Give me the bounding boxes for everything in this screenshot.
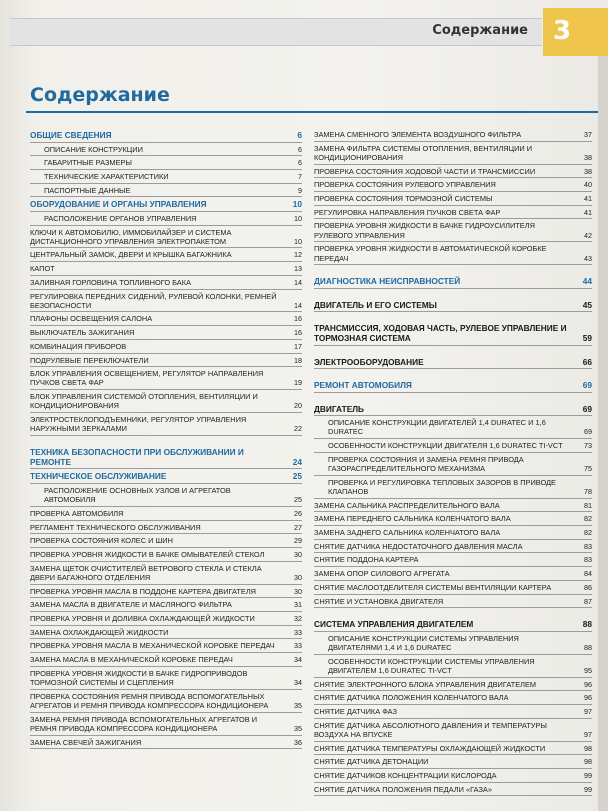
toc-entry-title: ПАСПОРТНЫЕ ДАННЫЕ bbox=[44, 185, 131, 195]
toc-entry-page: 88 bbox=[584, 642, 592, 652]
toc-entry bbox=[314, 719, 592, 742]
toc-entry bbox=[30, 484, 302, 507]
toc-entry-page: 13 bbox=[294, 264, 302, 274]
toc-entry-page: 14 bbox=[294, 300, 302, 310]
toc-entry-title: РЕГУЛИРОВКА ПЕРЕДНИХ СИДЕНИЙ, РУЛЕВОЙ КОЛОНКИ, РЕМНЕЙ БЕЗОПАСНОСТИ bbox=[30, 291, 277, 310]
toc-entry-title: СНЯТИЕ МАСЛООТДЕЛИТЕЛЯ СИСТЕМЫ ВЕНТИЛЯЦИИ КАРТЕРА bbox=[314, 582, 552, 592]
toc-entry-title: ПРОВЕРКА СОСТОЯНИЯ ТОРМОЗНОЙ СИСТЕМЫ bbox=[314, 194, 493, 204]
toc-entry-page: 82 bbox=[584, 514, 592, 524]
toc-entry-title: ЭЛЕКТРООБОРУДОВАНИЕ bbox=[314, 356, 424, 367]
page-number-box bbox=[543, 8, 608, 56]
toc-entry-title: ОСОБЕННОСТИ КОНСТРУКЦИИ СИСТЕМЫ УПРАВЛЕНИЯ ДВИГАТЕЛЕМ 1,6 DURATEC TI-VCT bbox=[328, 656, 535, 675]
toc-entry-title: ВЫКЛЮЧАТЕЛЬ ЗАЖИГАНИЯ bbox=[30, 328, 135, 338]
toc-entry bbox=[314, 512, 592, 526]
toc-entry bbox=[314, 755, 592, 769]
toc-entry-page: 33 bbox=[294, 641, 302, 651]
toc-entry bbox=[314, 526, 592, 540]
toc-entry-page: 73 bbox=[584, 441, 592, 451]
toc-section bbox=[30, 128, 302, 143]
page-edge-strip bbox=[598, 56, 608, 811]
toc-entry-page: 98 bbox=[584, 757, 592, 767]
toc-entry-title: СНЯТИЕ ДАТЧИКА ПОЛОЖЕНИЯ ПЕДАЛИ «ГАЗА» bbox=[314, 784, 492, 794]
toc-entry-title: ЗАМЕНА ПЕРЕДНЕГО САЛЬНИКА КОЛЕНЧАТОГО ВАЛА bbox=[314, 514, 511, 524]
toc-entry-title: ЦЕНТРАЛЬНЫЙ ЗАМОК, ДВЕРИ И КРЫШКА БАГАЖНИКА bbox=[30, 250, 232, 260]
toc-entry bbox=[314, 678, 592, 692]
toc-entry-page: 34 bbox=[294, 655, 302, 665]
toc-entry bbox=[30, 534, 302, 548]
toc-entry bbox=[314, 499, 592, 513]
toc-entry-title: ОСОБЕННОСТИ КОНСТРУКЦИИ ДВИГАТЕЛЯ 1,6 DURATEC TI-VCT bbox=[328, 441, 563, 451]
toc-entry-title: ТРАНСМИССИЯ, ХОДОВАЯ ЧАСТЬ, РУЛЕВОЕ УПРАВЛЕНИЕ И ТОРМОЗНАЯ СИСТЕМА bbox=[314, 323, 567, 344]
toc-entry-page: 35 bbox=[294, 700, 302, 710]
toc-entry bbox=[314, 178, 592, 192]
toc-entry-title: СНЯТИЕ ДАТЧИКОВ КОНЦЕНТРАЦИИ КИСЛОРОДА bbox=[314, 771, 497, 781]
toc-entry bbox=[30, 690, 302, 713]
toc-entry-title: РАСПОЛОЖЕНИЕ ОСНОВНЫХ УЗЛОВ И АГРЕГАТОВ АВТОМОБИЛЯ bbox=[44, 485, 231, 505]
toc-entry-title: ОБОРУДОВАНИЕ И ОРГАНЫ УПРАВЛЕНИЯ bbox=[30, 199, 207, 210]
toc-entry-page: 33 bbox=[294, 627, 302, 637]
toc-entry-title: ПРОВЕРКА СОСТОЯНИЯ КОЛЕС И ШИН bbox=[30, 536, 173, 546]
toc-section bbox=[314, 298, 592, 313]
toc-entry-title: ДИАГНОСТИКА НЕИСПРАВНОСТЕЙ bbox=[314, 276, 461, 287]
toc-entry bbox=[30, 562, 302, 585]
toc-entry-page: 6 bbox=[298, 144, 302, 154]
page-number: 3 bbox=[553, 16, 572, 46]
toc-entry-title: ПРОВЕРКА И РЕГУЛИРОВКА ТЕПЛОВЫХ ЗАЗОРОВ В ПРИВОДЕ КЛАПАНОВ bbox=[328, 477, 556, 496]
toc-entry-title: СНЯТИЕ ДАТЧИКА АБСОЛЮТНОГО ДАВЛЕНИЯ И ТЕМПЕРАТУРЫ ВОЗДУХА НА ВПУСКЕ bbox=[314, 720, 547, 739]
toc-entry-page: 42 bbox=[584, 230, 592, 240]
toc-entry-title: ЗАМЕНА ОХЛАЖДАЮЩЕЙ ЖИДКОСТИ bbox=[30, 627, 169, 637]
toc-entry-title: СНЯТИЕ ДАТЧИКА ФАЗ bbox=[314, 707, 397, 716]
toc-entry-title: ЗАМЕНА СМЕННОГО ЭЛЕМЕНТА ВОЗДУШНОГО ФИЛЬТРА bbox=[314, 130, 522, 139]
toc-entry bbox=[314, 742, 592, 756]
toc-entry-page: 75 bbox=[584, 464, 592, 474]
toc-entry-title: ПРОВЕРКА СОСТОЯНИЯ РУЛЕВОГО УПРАВЛЕНИЯ bbox=[314, 180, 496, 190]
toc-entry bbox=[314, 705, 592, 719]
toc-entry-title: ЗАМЕНА МАСЛА В ДВИГАТЕЛЕ И МАСЛЯНОГО ФИЛЬТРА bbox=[30, 600, 232, 610]
toc-entry bbox=[30, 290, 302, 313]
toc-entry-title: ДВИГАТЕЛЬ bbox=[314, 403, 365, 414]
toc-entry-title: ЗАМЕНА РЕМНЯ ПРИВОДА ВСПОМОГАТЕЛЬНЫХ АГРЕГАТОВ И РЕМНЯ ПРИВОДА КОМПРЕССОРА КОНДИЦИОНЕРА bbox=[30, 714, 258, 733]
toc-entry-title: ТЕХНИЧЕСКИЕ ХАРАКТЕРИСТИКИ bbox=[44, 171, 169, 181]
toc-entry-page: 37 bbox=[584, 130, 592, 139]
toc-entry-title: ОПИСАНИЕ КОНСТРУКЦИИ bbox=[44, 144, 143, 154]
toc-entry-title: БЛОК УПРАВЛЕНИЯ ОСВЕЩЕНИЕМ, РЕГУЛЯТОР НАПРАВЛЕНИЯ ПУЧКОВ СВЕТА ФАР bbox=[30, 369, 264, 388]
toc-entry-title: СНЯТИЕ ДАТЧИКА ДЕТОНАЦИИ bbox=[314, 757, 429, 767]
toc-entry-title: ЗАМЕНА ЗАДНЕГО САЛЬНИКА КОЛЕНЧАТОГО ВАЛА bbox=[314, 528, 501, 538]
toc-entry-page: 86 bbox=[584, 582, 592, 592]
toc-entry-page: 17 bbox=[294, 341, 302, 351]
toc-entry bbox=[30, 170, 302, 184]
toc-entry bbox=[30, 248, 302, 262]
title-divider bbox=[26, 111, 598, 113]
toc-entry-page: 6 bbox=[297, 130, 302, 140]
toc-entry-page: 20 bbox=[294, 401, 302, 411]
toc-entry-page: 34 bbox=[294, 678, 302, 688]
toc-entry-page: 83 bbox=[584, 555, 592, 565]
toc-entry-page: 14 bbox=[294, 277, 302, 287]
toc-entry-page: 96 bbox=[584, 693, 592, 703]
toc-entry bbox=[30, 262, 302, 276]
toc-entry bbox=[30, 612, 302, 626]
toc-entry-page: 9 bbox=[298, 185, 302, 195]
toc-entry bbox=[314, 142, 592, 165]
toc-section bbox=[30, 197, 302, 212]
toc-entry-page: 22 bbox=[294, 424, 302, 434]
toc-entry-title: СНЯТИЕ ДАТЧИКА ПОЛОЖЕНИЯ КОЛЕНЧАТОГО ВАЛА bbox=[314, 693, 509, 703]
toc-entry-title: СИСТЕМА УПРАВЛЕНИЯ ДВИГАТЕЛЕМ bbox=[314, 619, 474, 630]
toc-section bbox=[314, 274, 592, 289]
toc-entry bbox=[314, 553, 592, 567]
toc-entry-page: 99 bbox=[584, 771, 592, 781]
toc-entry-title: ПЛАФОНЫ ОСВЕЩЕНИЯ САЛОНА bbox=[30, 314, 153, 324]
toc-entry bbox=[30, 507, 302, 521]
toc-entry-title: ОПИСАНИЕ КОНСТРУКЦИИ СИСТЕМЫ УПРАВЛЕНИЯ ДВИГАТЕЛЯМИ 1,4 И 1,6 DURATEC bbox=[328, 633, 519, 652]
toc-entry-title: ПРОВЕРКА АВТОМОБИЛЯ bbox=[30, 508, 124, 518]
toc-entry bbox=[30, 585, 302, 599]
toc-entry bbox=[314, 769, 592, 783]
toc-entry-title: ПРОВЕРКА СОСТОЯНИЯ ХОДОВОЙ ЧАСТИ И ТРАНСМИССИИ bbox=[314, 166, 536, 176]
toc-entry-page: 40 bbox=[584, 180, 592, 190]
toc-entry-title: ЗАЛИВНАЯ ГОРЛОВИНА ТОПЛИВНОГО БАКА bbox=[30, 277, 191, 287]
toc-entry-title: ЭЛЕКТРОСТЕКЛОПОДЪЕМНИКИ, РЕГУЛЯТОР УПРАВЛЕНИЯ НАРУЖНЫМИ ЗЕРКАЛАМИ bbox=[30, 415, 247, 434]
toc-entry bbox=[30, 413, 302, 436]
toc-entry-page: 69 bbox=[582, 403, 592, 414]
toc-entry bbox=[314, 242, 592, 265]
toc-entry-page: 96 bbox=[584, 679, 592, 689]
toc-entry bbox=[314, 567, 592, 581]
toc-column-left bbox=[30, 128, 302, 749]
toc-entry-title: ПРОВЕРКА СОСТОЯНИЯ И ЗАМЕНА РЕМНЯ ПРИВОДА ГАЗОРАСПРЕДЕЛИТЕЛЬНОГО МЕХАНИЗМА bbox=[328, 454, 524, 474]
toc-entry bbox=[314, 476, 592, 499]
toc-entry bbox=[314, 783, 592, 797]
toc-entry-title: ЗАМЕНА ОПОР СИЛОВОГО АГРЕГАТА bbox=[314, 569, 450, 579]
toc-entry-title: ТЕХНИЧЕСКОЕ ОБСЛУЖИВАНИЕ bbox=[30, 471, 167, 482]
toc-entry-page: 16 bbox=[294, 314, 302, 324]
toc-entry bbox=[30, 312, 302, 326]
toc-entry bbox=[30, 156, 302, 170]
toc-entry-page: 27 bbox=[294, 522, 302, 532]
toc-entry-title: ПРОВЕРКА УРОВНЯ И ДОЛИВКА ОХЛАЖДАЮЩЕЙ ЖИДКОСТИ bbox=[30, 614, 255, 623]
toc-entry-page: 78 bbox=[584, 486, 592, 496]
toc-entry-title: ПОДРУЛЕВЫЕ ПЕРЕКЛЮЧАТЕЛИ bbox=[30, 355, 149, 365]
toc-entry-page: 31 bbox=[294, 600, 302, 610]
toc-entry-page: 16 bbox=[294, 328, 302, 338]
toc-entry-title: ЗАМЕНА СВЕЧЕЙ ЗАЖИГАНИЯ bbox=[30, 737, 142, 747]
toc-entry-title: ЗАМЕНА САЛЬНИКА РАСПРЕДЕЛИТЕЛЬНОГО ВАЛА bbox=[314, 500, 500, 510]
toc-entry bbox=[314, 632, 592, 655]
toc-entry-page: 7 bbox=[298, 171, 302, 181]
toc-entry-title: СНЯТИЕ ПОДДОНА КАРТЕРА bbox=[314, 555, 419, 565]
toc-entry-title: ДВИГАТЕЛЬ И ЕГО СИСТЕМЫ bbox=[314, 299, 437, 310]
toc-entry-title: ПРОВЕРКА УРОВНЯ ЖИДКОСТИ В БАЧКЕ ГИДРОУСИЛИТЕЛЯ РУЛЕВОГО УПРАВЛЕНИЯ bbox=[314, 221, 535, 240]
toc-section bbox=[30, 445, 302, 470]
toc-entry bbox=[314, 219, 592, 242]
toc-entry-title: ПРОВЕРКА УРОВНЯ МАСЛА В ПОДДОНЕ КАРТЕРА ДВИГАТЕЛЯ bbox=[30, 586, 257, 596]
toc-entry-page: 44 bbox=[582, 276, 592, 287]
toc-entry-title: КОМБИНАЦИЯ ПРИБОРОВ bbox=[30, 341, 127, 351]
toc-entry-page: 97 bbox=[584, 707, 592, 716]
toc-entry-page: 30 bbox=[294, 549, 302, 559]
toc-entry-page: 99 bbox=[584, 784, 592, 794]
toc-entry bbox=[314, 581, 592, 595]
toc-entry bbox=[30, 354, 302, 368]
toc-entry-title: РАСПОЛОЖЕНИЕ ОРГАНОВ УПРАВЛЕНИЯ bbox=[44, 213, 197, 223]
toc-entry-page: 97 bbox=[584, 729, 592, 739]
toc-entry bbox=[314, 655, 592, 678]
toc-entry-page: 25 bbox=[294, 495, 302, 505]
toc-entry bbox=[314, 192, 592, 206]
toc-entry-page: 35 bbox=[294, 723, 302, 733]
toc-entry bbox=[314, 416, 592, 439]
toc-section bbox=[314, 617, 592, 632]
toc-entry-page: 30 bbox=[294, 572, 302, 582]
toc-entry-page: 36 bbox=[294, 737, 302, 747]
toc-entry-page: 29 bbox=[294, 536, 302, 546]
toc-entry-page: 12 bbox=[294, 250, 302, 260]
toc-entry-page: 82 bbox=[584, 528, 592, 538]
toc-entry-page: 81 bbox=[584, 500, 592, 510]
toc-entry bbox=[314, 595, 592, 609]
toc-entry bbox=[30, 626, 302, 640]
toc-entry bbox=[30, 143, 302, 157]
page-title: Содержание bbox=[30, 84, 170, 106]
toc-entry-title: ПРОВЕРКА УРОВНЯ ЖИДКОСТИ В БАЧКЕ ГИДРОПРИВОДОВ ТОРМОЗНОЙ СИСТЕМЫ И СЦЕПЛЕНИЯ bbox=[30, 668, 248, 688]
toc-section bbox=[314, 355, 592, 370]
toc-section bbox=[30, 469, 302, 484]
toc-entry-title: СНЯТИЕ И УСТАНОВКА ДВИГАТЕЛЯ bbox=[314, 596, 444, 606]
toc-entry-page: 95 bbox=[584, 665, 592, 675]
toc-entry-title: ПРОВЕРКА УРОВНЯ ЖИДКОСТИ В БАЧКЕ ОМЫВАТЕЛЕЙ СТЕКОЛ bbox=[30, 549, 265, 559]
toc-entry-title: БЛОК УПРАВЛЕНИЯ СИСТЕМОЙ ОТОПЛЕНИЯ, ВЕНТИЛЯЦИИ И КОНДИЦИОНИРОВАНИЯ bbox=[30, 392, 258, 411]
header-title: Содержание bbox=[432, 23, 528, 38]
toc-entry bbox=[30, 713, 302, 736]
toc-entry-title: ОПИСАНИЕ КОНСТРУКЦИИ ДВИГАТЕЛЕЙ 1,4 DURATEC И 1,6 DURATEC bbox=[328, 418, 546, 437]
toc-entry-page: 69 bbox=[584, 427, 592, 437]
toc-entry bbox=[30, 521, 302, 535]
toc-entry bbox=[30, 548, 302, 562]
toc-entry bbox=[314, 453, 592, 476]
toc-entry-page: 32 bbox=[294, 614, 302, 623]
toc-entry-page: 19 bbox=[294, 378, 302, 388]
toc-entry-page: 24 bbox=[292, 456, 302, 467]
toc-entry bbox=[30, 340, 302, 354]
toc-entry-title: СНЯТИЕ ДАТЧИКА ТЕМПЕРАТУРЫ ОХЛАЖДАЮЩЕЙ ЖИДКОСТИ bbox=[314, 743, 546, 753]
toc-entry-page: 41 bbox=[584, 207, 592, 217]
toc-entry-page: 83 bbox=[584, 541, 592, 551]
toc-entry-title: КЛЮЧИ К АВТОМОБИЛЮ, ИММОБИЛАЙЗЕР И СИСТЕМА ДИСТАНЦИОННОГО УПРАВЛЕНИЯ ЭЛЕКТРОПАКЕТОМ bbox=[30, 227, 232, 246]
toc-entry-page: 98 bbox=[584, 743, 592, 753]
toc-entry-title: ЗАМЕНА МАСЛА В МЕХАНИЧЕСКОЙ КОРОБКЕ ПЕРЕДАЧ bbox=[30, 655, 233, 665]
toc-entry bbox=[30, 326, 302, 340]
toc-entry bbox=[314, 206, 592, 220]
header-band bbox=[10, 18, 542, 46]
toc-entry-title: ПРОВЕРКА СОСТОЯНИЯ РЕМНЯ ПРИВОДА ВСПОМОГАТЕЛЬНЫХ АГРЕГАТОВ И РЕМНЯ ПРИВОДА КОМПРЕССОРА КОНДИЦИОНЕРА bbox=[30, 691, 269, 710]
toc-entry-page: 38 bbox=[584, 152, 592, 162]
toc-entry-page: 88 bbox=[582, 619, 592, 630]
toc-entry bbox=[30, 226, 302, 249]
toc-entry-title: РЕГУЛИРОВКА НАПРАВЛЕНИЯ ПУЧКОВ СВЕТА ФАР bbox=[314, 207, 501, 217]
toc-entry-title: ЗАМЕНА ФИЛЬТРА СИСТЕМЫ ОТОПЛЕНИЯ, ВЕНТИЛЯЦИИ И КОНДИЦИОНИРОВАНИЯ bbox=[314, 143, 533, 162]
toc-entry-page: 43 bbox=[584, 253, 592, 263]
toc-entry-page: 38 bbox=[584, 166, 592, 176]
toc-entry-title: СНЯТИЕ ЭЛЕКТРОННОГО БЛОКА УПРАВЛЕНИЯ ДВИГАТЕЛЕМ bbox=[314, 679, 537, 689]
toc-entry bbox=[314, 540, 592, 554]
toc-entry-page: 6 bbox=[298, 158, 302, 168]
toc-entry-page: 18 bbox=[294, 355, 302, 365]
toc-entry-title: СНЯТИЕ ДАТЧИКА НЕДОСТАТОЧНОГО ДАВЛЕНИЯ МАСЛА bbox=[314, 541, 523, 551]
toc-entry-title: РЕГЛАМЕНТ ТЕХНИЧЕСКОГО ОБСЛУЖИВАНИЯ bbox=[30, 522, 201, 532]
toc-entry-title: РЕМОНТ АВТОМОБИЛЯ bbox=[314, 380, 412, 391]
toc-entry-page: 84 bbox=[584, 569, 592, 579]
toc-entry-page: 66 bbox=[582, 356, 592, 367]
toc-entry bbox=[314, 439, 592, 453]
toc-entry-title: ТЕХНИКА БЕЗОПАСНОСТИ ПРИ ОБСЛУЖИВАНИИ И РЕМОНТЕ bbox=[30, 446, 244, 467]
toc-entry-page: 10 bbox=[294, 213, 302, 223]
toc-entry bbox=[30, 653, 302, 667]
toc-section bbox=[314, 378, 592, 393]
toc-entry-page: 10 bbox=[294, 236, 302, 246]
toc-entry-title: ОБЩИЕ СВЕДЕНИЯ bbox=[30, 130, 112, 140]
toc-entry-page: 69 bbox=[582, 380, 592, 391]
toc-entry-title: ПРОВЕРКА УРОВНЯ МАСЛА В МЕХАНИЧЕСКОЙ КОРОБКЕ ПЕРЕДАЧ bbox=[30, 641, 275, 651]
toc-entry bbox=[30, 367, 302, 390]
toc-entry-page: 26 bbox=[294, 508, 302, 518]
toc-entry-title: ГАБАРИТНЫЕ РАЗМЕРЫ bbox=[44, 158, 132, 168]
toc-entry bbox=[30, 184, 302, 198]
toc-entry-page: 87 bbox=[584, 596, 592, 606]
toc-entry-title: КАПОТ bbox=[30, 264, 55, 274]
toc-entry bbox=[30, 639, 302, 653]
toc-column-right bbox=[314, 128, 592, 796]
toc-entry bbox=[30, 276, 302, 290]
toc-section bbox=[314, 402, 592, 417]
toc-entry bbox=[30, 212, 302, 226]
toc-entry-page: 59 bbox=[582, 333, 592, 344]
toc-section bbox=[314, 321, 592, 346]
toc-entry bbox=[30, 667, 302, 690]
toc-entry-page: 25 bbox=[292, 471, 302, 482]
toc-entry-page: 10 bbox=[292, 199, 302, 210]
toc-entry bbox=[30, 390, 302, 413]
toc-entry-page: 41 bbox=[584, 194, 592, 204]
toc-entry bbox=[30, 736, 302, 750]
toc-entry bbox=[30, 598, 302, 612]
toc-entry bbox=[314, 165, 592, 179]
toc-entry-page: 45 bbox=[582, 299, 592, 310]
toc-entry-title: ЗАМЕНА ЩЕТОК ОЧИСТИТЕЛЕЙ ВЕТРОВОГО СТЕКЛА И СТЕКЛА ДВЕРИ БАГАЖНОГО ОТДЕЛЕНИЯ bbox=[30, 563, 262, 582]
toc-entry bbox=[314, 691, 592, 705]
toc-entry-title: ПРОВЕРКА УРОВНЯ ЖИДКОСТИ В АВТОМАТИЧЕСКОЙ КОРОБКЕ ПЕРЕДАЧ bbox=[314, 244, 547, 263]
toc-entry bbox=[314, 128, 592, 142]
toc-entry-page: 30 bbox=[294, 586, 302, 596]
